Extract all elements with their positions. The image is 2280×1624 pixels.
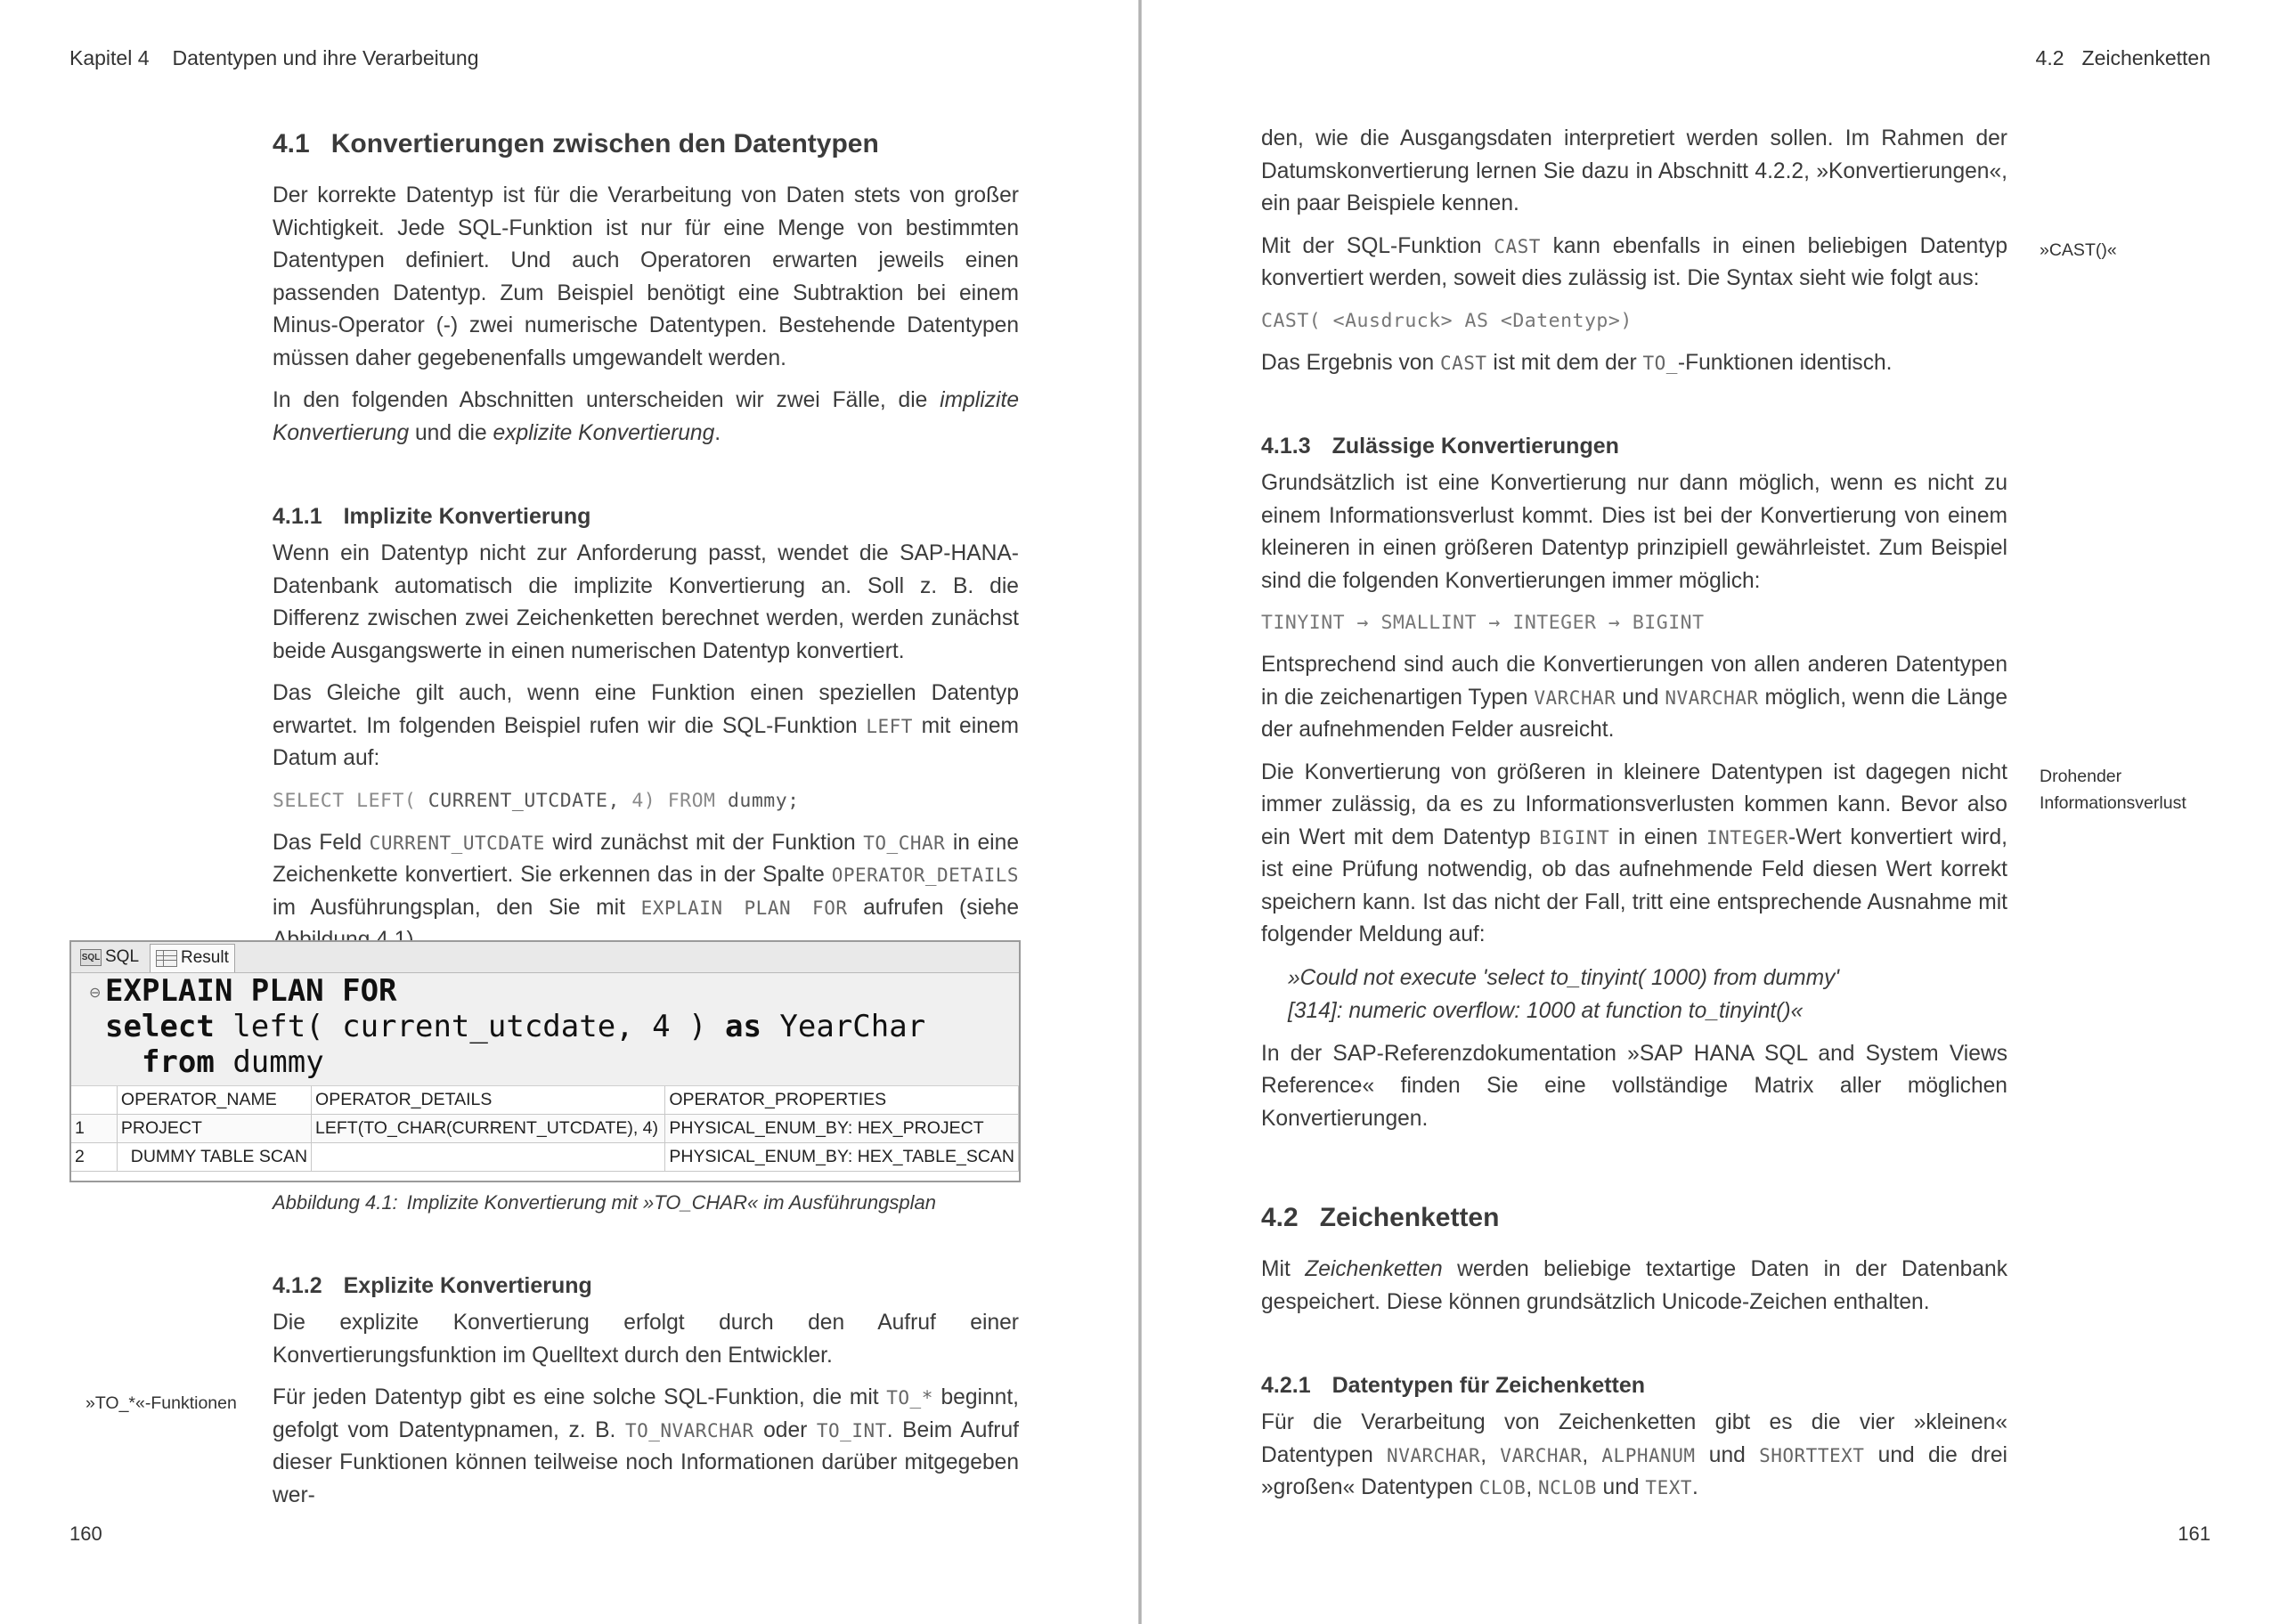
paragraph: Für die Verarbeitung von Zeichenketten gibt es die vier »kleinen« Datentypen NVARCHAR, VARCHAR, ALPHANUM und SHORTTEXT und die drei »großen« Datentypen CLOB, NCLOB und TEXT.	[1261, 1410, 2008, 1499]
heading-4-2: 4.2 Zeichenketten	[1261, 1203, 1500, 1232]
grid-icon	[156, 950, 177, 967]
heading-4-1: 4.1 Konvertierungen zwischen den Datentypen	[273, 129, 879, 158]
heading-4-1-3: 4.1.3 Zulässige Konvertierungen	[1261, 434, 1619, 459]
sql-editor[interactable]: ⊖ EXPLAIN PLAN FOR select left( current_utcdate, 4 ) as YearChar from dummy	[71, 973, 1019, 1086]
margin-note-cast: »CAST()«	[2040, 240, 2117, 260]
paragraph: Wenn ein Datentyp nicht zur Anforderung passt, wendet die SAP-HANA-Datenbank automatisch die implizite Konvertierung an. Soll z. B. die Differenz zwischen zwei Zeichenketten berechnet werden, werden zunächst beide Ausgangswerte in einen numerischen Datentyp konvertiert.	[273, 541, 1019, 663]
margin-note-information-loss: Drohender Informationsverlust	[2040, 767, 2186, 813]
margin-note-to-functions: »TO_*«-Funktionen	[86, 1393, 237, 1413]
paragraph: Entsprechend sind auch die Konvertierungen von allen anderen Datentypen in die zeichenartigen Typen VARCHAR und NVARCHAR möglich, wenn die Länge der aufnehmenden Felder ausreicht.	[1261, 653, 2008, 742]
page-number-left: 160	[69, 1522, 102, 1545]
left-text-column-lower	[273, 1268, 1019, 1522]
figure-4-1-screenshot	[69, 940, 1021, 1182]
paragraph: In den folgenden Abschnitten unterscheiden wir zwei Fälle, die implizite Konvertierung und die explizite Konvertierung.	[273, 388, 1019, 445]
paragraph: Für jeden Datentyp gibt es eine solche SQL-Funktion, die mit TO_* beginnt, gefolgt vom Datentypnamen, z. B. TO_NVARCHAR oder TO_INT. Beim Aufruf dieser Funktionen können teilweise noch Informationen darüber mitgegeben wer-	[273, 1385, 1019, 1507]
running-header-right	[2036, 46, 2211, 70]
chapter-label: Kapitel 4	[69, 46, 150, 69]
section-number: 4.2	[2035, 46, 2064, 69]
chapter-title: Datentypen und ihre Verarbeitung	[172, 46, 479, 69]
column-header[interactable]: OPERATOR_NAME	[117, 1086, 311, 1115]
column-header[interactable]: OPERATOR_DETAILS	[312, 1086, 665, 1115]
paragraph: Der korrekte Datentyp ist für die Verarbeitung von Daten stets von großer Wichtigkeit. Jede SQL-Funktion ist nur für eine Menge von bestimmten Datentypen definiert. Und auch Operatoren erwarten jeweils einen passenden Datentyp. Zum Beispiel benötigt eine Subtraktion bei einem Minus-Operator (-) zwei numerische Datentypen. Bestehende Datentypen müssen daher gegebenenfalls umgewandelt werden.	[273, 183, 1019, 370]
code-example: SELECT LEFT( CURRENT_UTCDATE, 4) FROM dummy;	[273, 789, 800, 812]
paragraph: Mit der SQL-Funktion CAST kann ebenfalls in einen beliebigen Datentyp konvertiert werden, soweit dies zulässig ist. Die Syntax sieht wie folgt aus:	[1261, 233, 2007, 290]
table-row[interactable]: 1 PROJECT LEFT(TO_CHAR(CURRENT_UTCDATE), 4) PHYSICAL_ENUM_BY: HEX_PROJECT	[71, 1115, 1019, 1143]
paragraph: Das Feld CURRENT_UTCDATE wird zunächst mit der Funktion TO_CHAR in eine Zeichenkette konvertiert. Sie erkennen das in der Spalte OPERATOR_DETAILS im Ausführungsplan, den Sie mit EXPLAIN PLAN FOR aufrufen (siehe	[273, 830, 1020, 920]
running-header-left	[69, 46, 478, 70]
paragraph: Die Konvertierung von größeren in kleinere Datentypen ist dagegen nicht immer zulässig, da es zu Informationsverlusten kommen kann. Bevor also ein Wert mit dem Datentyp BIGINT in einen INTEGER-Wert konvertiert wird, ist eine Prüfung notwendig, ob das aufnehmende Feld diesen Wert korrekt speichern kann. Ist das nicht der Fall, tritt eine entsprechende Ausnahme mit folgender Meldung auf:	[1261, 759, 2007, 946]
left-text-column	[273, 123, 1019, 967]
table-header-row	[71, 1086, 1019, 1115]
error-quote: »Could not execute 'select to_tinyint( 1000) from dummy' [314]: numeric overflow: 1000 at function to_tinyint()«	[1288, 965, 1840, 1023]
table-row[interactable]: 2 DUMMY TABLE SCAN PHYSICAL_ENUM_BY: HEX_TABLE_SCAN	[71, 1143, 1019, 1172]
paragraph: Grundsätzlich ist eine Konvertierung nur dann möglich, wenn es nicht zu einem Informationsverlust kommt. Dies ist bei der Konvertierung von einem kleineren in einen größeren Datentyp prinzipiell gewährleistet. Zum Beispiel sind die folgenden Konvertierungen immer möglich:	[1261, 471, 2007, 593]
heading-4-1-2: 4.1.2 Explizite Konvertierung	[273, 1273, 592, 1298]
heading-4-2-1: 4.2.1 Datentypen für Zeichenketten	[1261, 1373, 1646, 1398]
figure-caption: Abbildung 4.1: Implizite Konvertierung mit »TO_CHAR« im Ausführungsplan	[273, 1191, 936, 1214]
paragraph: den, wie die Ausgangsdaten interpretiert werden sollen. Im Rahmen der Datumskonvertierung lernen Sie dazu in Abschnitt 4.2.2, »Konvertierungen«, ein paar Beispiele kennen.	[1261, 126, 2007, 215]
paragraph: Die explizite Konvertierung erfolgt durch den Aufruf einer Konvertierungsfunktion im Quelltext durch den Entwickler.	[273, 1311, 1019, 1368]
paragraph: In der SAP-Referenzdokumentation »SAP HANA SQL and System Views Reference« finden Sie eine vollständige Matrix aller möglichen Konvertierungen.	[1261, 1041, 2007, 1131]
tab-sql[interactable]: SQL SQL	[81, 947, 140, 966]
cast-syntax: CAST( <Ausdruck> AS <Datentyp>)	[1261, 309, 1633, 332]
page-number-right: 161	[2178, 1522, 2211, 1545]
heading-4-1-1: 4.1.1 Implizite Konvertierung	[273, 504, 591, 529]
paragraph: Das Ergebnis von CAST ist mit dem der TO_-Funktionen identisch.	[1261, 350, 1893, 375]
sql-icon: SQL	[80, 949, 102, 966]
right-text-column	[1261, 123, 2007, 1514]
paragraph: Das Gleiche gilt auch, wenn eine Funktion einen speziellen Datentyp erwartet. Im folgenden Beispiel rufen wir die SQL-Funktion LEFT mit einem Datum auf:	[273, 681, 1019, 770]
right-page	[1142, 0, 2280, 1624]
section-title: Zeichenketten	[2081, 46, 2211, 69]
editor-tabbar	[71, 942, 1019, 973]
left-page	[0, 0, 1138, 1624]
paragraph: Mit Zeichenketten werden beliebige textartige Daten in der Datenbank gespeichert. Diese können grundsätzlich Unicode-Zeichen enthalten.	[1261, 1257, 2007, 1314]
column-header[interactable]: OPERATOR_PROPERTIES	[665, 1086, 1019, 1115]
tab-result[interactable]: Result	[150, 944, 235, 972]
collapse-icon[interactable]: ⊖	[89, 986, 102, 1001]
result-table	[71, 1086, 1019, 1172]
conversion-chain: TINYINT → SMALLINT → INTEGER → BIGINT	[1261, 612, 1705, 634]
